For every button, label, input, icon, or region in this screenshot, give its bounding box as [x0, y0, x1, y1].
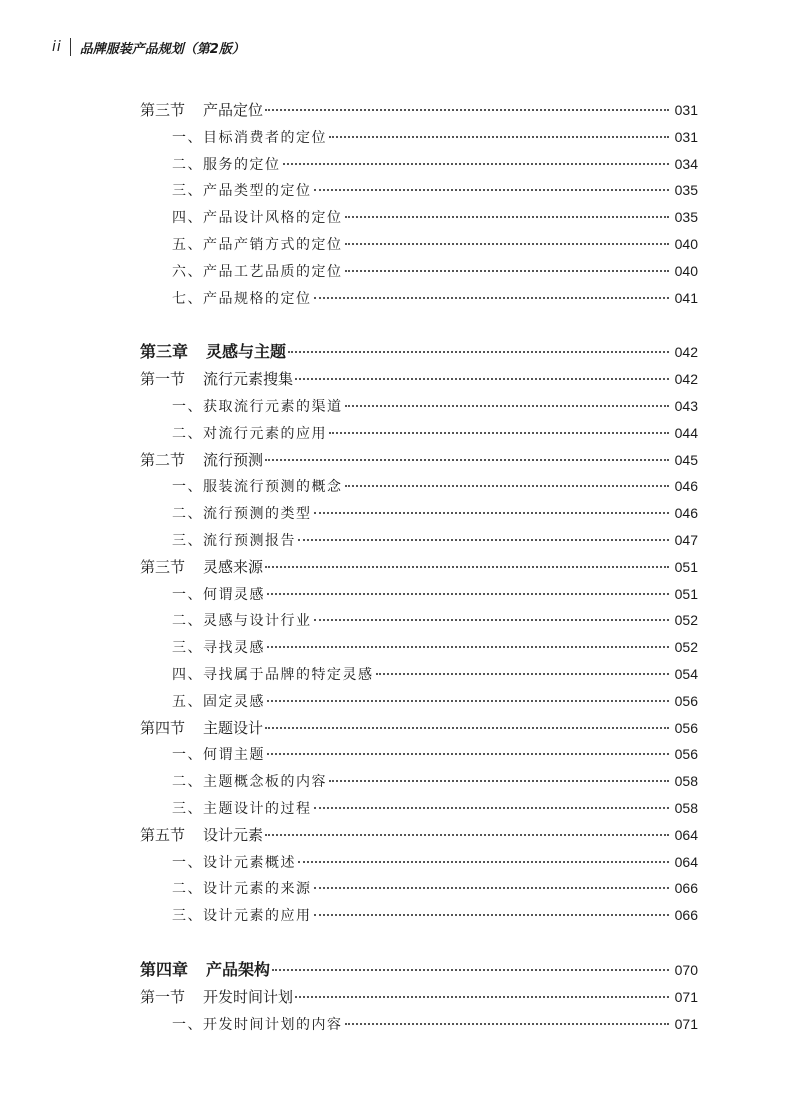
toc-page-number: 054	[674, 666, 698, 682]
item-title: 二、灵感与设计行业	[172, 613, 312, 630]
toc-entry-label	[140, 447, 263, 473]
item-title: 三、流行预测报告	[172, 533, 296, 549]
toc-entry-label	[172, 876, 312, 902]
toc-entry-label	[172, 528, 296, 554]
dot-leader	[376, 673, 669, 675]
toc-entry-label	[172, 232, 343, 258]
dot-leader	[267, 700, 669, 702]
dot-leader	[267, 753, 669, 755]
section-title: 流行预测	[203, 450, 264, 469]
toc-section	[140, 366, 698, 392]
toc-item	[172, 661, 698, 687]
section-number: 第四节	[140, 718, 186, 737]
toc-entry-label	[172, 903, 312, 929]
toc-page-number: 070	[674, 962, 698, 978]
item-title: 五、固定灵感	[172, 693, 265, 710]
toc-page-number: 064	[674, 826, 698, 843]
item-title: 三、寻找灵感	[172, 640, 265, 657]
item-title: 四、寻找属于品牌的特定灵感	[172, 667, 374, 683]
toc-entry-label	[172, 796, 312, 822]
dot-leader	[265, 109, 669, 111]
dot-leader	[314, 914, 669, 916]
item-title: 二、对流行元素的应用	[172, 425, 327, 442]
toc-section	[140, 554, 698, 580]
item-title: 二、流行预测的类型	[172, 506, 312, 523]
toc-entry-label	[172, 1012, 343, 1038]
toc-entry-label	[140, 715, 263, 741]
toc-entry-label	[172, 582, 265, 608]
toc-item	[172, 420, 698, 446]
page-number: ii	[52, 39, 62, 55]
toc-entry-label	[172, 286, 312, 312]
toc-entry-label	[140, 366, 293, 392]
book-title: 品牌服装产品规划（第2版）	[79, 41, 245, 57]
dot-leader	[345, 216, 669, 218]
toc-item	[172, 151, 698, 177]
toc-item	[172, 124, 698, 150]
item-title: 一、开发时间计划的内容	[172, 1016, 343, 1033]
toc-item	[172, 204, 698, 230]
toc-page-number: 040	[674, 236, 698, 252]
toc-item	[172, 393, 698, 419]
toc-item	[172, 768, 698, 794]
item-title: 三、设计元素的应用	[172, 908, 312, 925]
toc-page-number: 066	[674, 907, 698, 924]
dot-leader	[267, 593, 669, 595]
chapter-number: 第四章	[140, 960, 189, 979]
item-title: 七、产品规格的定位	[172, 290, 312, 307]
toc-page-number: 071	[674, 1015, 698, 1032]
toc-page-number: 056	[674, 746, 698, 763]
chapter-title: 产品架构	[206, 960, 271, 979]
dot-leader	[298, 539, 669, 541]
item-title: 二、主题概念板的内容	[172, 774, 327, 791]
toc-entry-label	[172, 152, 281, 178]
dot-leader	[314, 512, 669, 514]
toc-chapter	[140, 957, 698, 983]
dot-leader	[314, 297, 669, 299]
toc-item	[172, 849, 698, 875]
toc-page-number: 046	[674, 505, 698, 522]
toc-page-number: 041	[674, 289, 698, 306]
toc-section	[140, 447, 698, 473]
toc-entry-label	[172, 125, 327, 151]
toc-entry-label	[172, 635, 265, 661]
dot-leader	[345, 243, 669, 245]
toc-page-number: 031	[674, 102, 698, 118]
chapter-title: 灵感与主题	[206, 342, 287, 362]
toc-entry-label	[172, 850, 296, 876]
dot-leader	[345, 1023, 669, 1025]
toc-item	[172, 177, 698, 203]
toc-entry-label	[172, 394, 343, 420]
toc-page-number: 064	[674, 853, 698, 870]
section-title: 主题设计	[203, 718, 264, 737]
toc-entry-label	[172, 662, 374, 688]
section-number: 第三节	[140, 557, 186, 576]
dot-leader	[265, 834, 669, 836]
toc-item	[172, 1011, 698, 1037]
toc-section	[140, 97, 698, 123]
dot-leader	[345, 270, 669, 272]
toc-entry-label	[140, 97, 263, 123]
item-title: 一、服装流行预测的概念	[172, 479, 343, 496]
item-title: 三、主题设计的过程	[172, 801, 312, 817]
dot-leader	[265, 727, 669, 729]
toc-page-number: 040	[674, 262, 698, 279]
toc-item	[172, 473, 698, 499]
dot-leader	[265, 459, 669, 461]
toc-entry-label	[172, 742, 265, 768]
toc-entry-label	[172, 608, 312, 634]
toc-page-number: 035	[674, 209, 698, 226]
toc-entry-label	[140, 822, 263, 848]
toc-page-number: 056	[674, 692, 698, 709]
item-title: 一、何谓灵感	[172, 586, 265, 603]
item-title: 一、获取流行元素的渠道	[172, 399, 343, 415]
toc-entry-label	[140, 554, 263, 580]
toc-page-number: 034	[674, 155, 698, 172]
toc-page-number: 056	[674, 719, 698, 736]
toc-entry-label	[172, 689, 265, 715]
dot-leader	[295, 996, 669, 998]
toc-page-number: 047	[674, 532, 698, 548]
dot-leader	[329, 136, 669, 138]
chapter-number: 第三章	[140, 342, 189, 362]
toc-page-number: 066	[674, 880, 698, 897]
dot-leader	[298, 861, 669, 863]
toc-section	[140, 715, 698, 741]
toc-page-number: 043	[674, 398, 698, 414]
toc-entry-label	[172, 474, 343, 500]
toc-page-number: 042	[674, 344, 698, 361]
section-title: 开发时间计划	[203, 987, 294, 1006]
section-number: 第一节	[140, 987, 186, 1006]
toc-entry-label	[172, 769, 327, 795]
toc-entry-label	[172, 205, 343, 231]
item-title: 二、设计元素的来源	[172, 881, 312, 898]
section-number: 第一节	[140, 370, 186, 389]
item-title: 五、产品产销方式的定位	[172, 237, 343, 253]
toc-entry-label	[172, 501, 312, 527]
toc-page-number: 035	[674, 182, 698, 199]
toc-item	[172, 795, 698, 821]
dot-leader	[288, 351, 669, 353]
toc-item	[172, 688, 698, 714]
toc-page-number: 052	[674, 639, 698, 656]
toc-page-number: 031	[674, 128, 698, 145]
dot-leader	[283, 163, 669, 165]
toc-page-number: 042	[674, 371, 698, 388]
item-title: 一、何谓主题	[172, 747, 265, 764]
toc-item	[172, 902, 698, 928]
toc-entry-label	[140, 984, 293, 1010]
item-title: 一、目标消费者的定位	[172, 129, 327, 146]
toc-item	[172, 285, 698, 311]
toc-item	[172, 634, 698, 660]
dot-leader	[267, 646, 669, 648]
dot-leader	[314, 619, 669, 621]
item-title: 六、产品工艺品质的定位	[172, 263, 343, 280]
dot-leader	[329, 780, 669, 782]
toc-page-number: 051	[674, 558, 698, 575]
dot-leader	[314, 189, 669, 191]
section-number: 第二节	[140, 450, 186, 469]
toc-page-number: 045	[674, 451, 698, 468]
dot-leader	[314, 807, 669, 809]
toc-entry-label	[140, 339, 286, 365]
toc-chapter	[140, 339, 698, 365]
toc-item	[172, 258, 698, 284]
dot-leader	[345, 485, 669, 487]
dot-leader	[295, 378, 669, 380]
toc-item	[172, 581, 698, 607]
toc-page-number: 046	[674, 478, 698, 495]
section-number: 第三节	[140, 101, 186, 119]
toc-item	[172, 875, 698, 901]
dot-leader	[272, 969, 669, 971]
toc-page-number: 051	[674, 585, 698, 602]
toc-page-number: 052	[674, 612, 698, 629]
section-title: 设计元素	[203, 825, 264, 844]
toc-entry-label	[140, 957, 270, 983]
section-number: 第五节	[140, 825, 186, 844]
dot-leader	[345, 405, 669, 407]
toc-entry-label	[172, 259, 343, 285]
dot-leader	[314, 887, 669, 889]
section-title: 灵感来源	[203, 557, 264, 576]
section-title: 产品定位	[203, 101, 264, 119]
toc-section	[140, 984, 698, 1010]
toc-page-number: 044	[674, 424, 698, 441]
toc-page-number: 058	[674, 800, 698, 816]
dot-leader	[329, 432, 669, 434]
toc-section	[140, 822, 698, 848]
toc-page-number: 071	[674, 988, 698, 1005]
toc-page-number: 058	[674, 773, 698, 790]
toc-entry-label	[172, 421, 327, 447]
toc-item	[172, 500, 698, 526]
toc-entry-label	[172, 178, 312, 204]
item-title: 四、产品设计风格的定位	[172, 210, 343, 227]
dot-leader	[265, 566, 669, 568]
section-title: 流行元素搜集	[203, 370, 294, 389]
toc-item	[172, 607, 698, 633]
toc-item	[172, 231, 698, 257]
item-title: 三、产品类型的定位	[172, 183, 312, 200]
toc-item	[172, 527, 698, 553]
item-title: 一、设计元素概述	[172, 854, 296, 871]
item-title: 二、服务的定位	[172, 156, 281, 173]
toc-item	[172, 741, 698, 767]
